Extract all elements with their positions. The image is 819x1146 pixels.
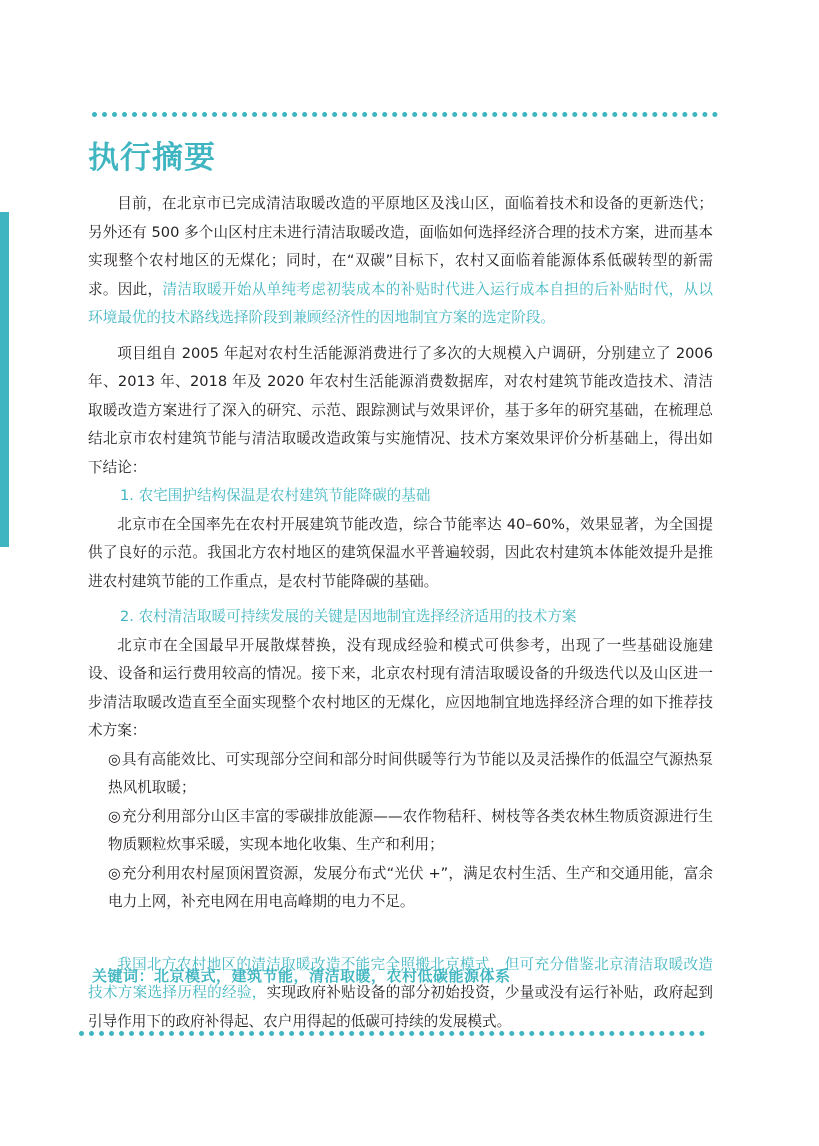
- conclusion-heading-2: 2. 农村清洁取暖可持续发展的关键是因地制宜选择经济适用的技术方案: [120, 608, 577, 625]
- paragraph-3: 北京市在全国率先在农村开展建筑节能改造，综合节能率达 40–60%，效果显著，为全国提供了良好的示范。我国北方农村地区的建筑保温水平普遍较弱，因此农村建筑本体能效提升是推进农村建筑节能的工作重点，是农村节能降碳的基础。: [88, 515, 713, 590]
- bullet-icon: ◎: [108, 864, 121, 882]
- bullet-icon: ◎: [108, 807, 121, 825]
- paragraph-1: [88, 190, 713, 333]
- side-accent-bar: [0, 212, 9, 547]
- keywords-line: 关键词：北京模式，建筑节能，清洁取暖，农村低碳能源体系: [92, 967, 511, 985]
- list-item-text: 充分利用部分山区丰富的零碳排放能源——农作物秸秆、树枝等各类农林生物质资源进行生物质颗粒炊事采暖，实现本地化收集、生产和利用；: [108, 807, 713, 853]
- summary-body: [88, 190, 713, 1036]
- list-item-text: 充分利用农村屋顶闲置资源，发展分布式“光伏 +”，满足农村生活、生产和交通用能，富余电力上网，补充电网在用电高峰期的电力不足。: [108, 864, 714, 910]
- page-title: 执行摘要: [88, 140, 216, 176]
- list-item: [88, 803, 713, 860]
- paragraph-2: 项目组自 2005 年起对农村生活能源消费进行了多次的大规模入户调研，分别建立了 2006 年、2013 年、2018 年及 2020 年农村生活能源消费数据库，对农村建筑节能改造技术、清洁取暖改造方案进行了深入的研究、示范、跟踪测试与效果评价，基于多年的研究基础，在梳理总结北京市农村建筑节能与清洁取暖改造政策与实施情况、技术方案效果评价分析基础上，得出如下结论：: [88, 344, 713, 476]
- paragraph-5-highlight: 我国北方农村地区的清洁取暖改造不能完全照搬北京模式，但可充分借鉴北京清洁取暖改造技术方案选择历程的经验，: [88, 955, 713, 1001]
- paragraph-5-text: 实现政府补贴设备的部分初始投资，少量或没有运行补贴，政府起到引导作用下的政府补得起、农户用得起的低碳可持续的发展模式。: [88, 984, 713, 1030]
- list-item: [88, 860, 713, 917]
- top-dotted-divider: [92, 112, 718, 117]
- paragraph-1-text: 目前，在北京市已完成清洁取暖改造的平原地区及浅山区，面临着技术和设备的更新迭代；另外还有 500 多个山区村庄未进行清洁取暖改造，面临如何选择经济合理的技术方案，进而基本实现整个农村地区的无煤化；同时，在“双碳”目标下，农村又面临着能源体系低碳转型的新需求。因此，: [88, 195, 713, 298]
- paragraph-1-highlight: 清洁取暖开始从单纯考虑初装成本的补贴时代进入运行成本自担的后补贴时代，从以环境最优的技术路线选择阶段到兼顾经济性的因地制宜方案的选定阶段。: [88, 280, 713, 326]
- paragraph-4: 北京市在全国最早开展散煤替换，没有现成经验和模式可供参考，出现了一些基础设施建设、设备和运行费用较高的情况。接下来，北京农村现有清洁取暖设备的升级迭代以及山区进一步清洁取暖改造直至全面实现整个农村地区的无煤化，应因地制宜地选择经济合理的如下推荐技术方案：: [88, 636, 713, 739]
- list-item-text: 具有高能效比、可实现部分空间和部分时间供暖等行为节能以及灵活操作的低温空气源热泵热风机取暖；: [108, 750, 713, 796]
- bottom-dotted-divider: [79, 1031, 705, 1036]
- list-item: [88, 746, 713, 803]
- bullet-icon: ◎: [108, 750, 121, 768]
- conclusion-heading-1: 1. 农宅围护结构保温是农村建筑节能降碳的基础: [120, 487, 431, 504]
